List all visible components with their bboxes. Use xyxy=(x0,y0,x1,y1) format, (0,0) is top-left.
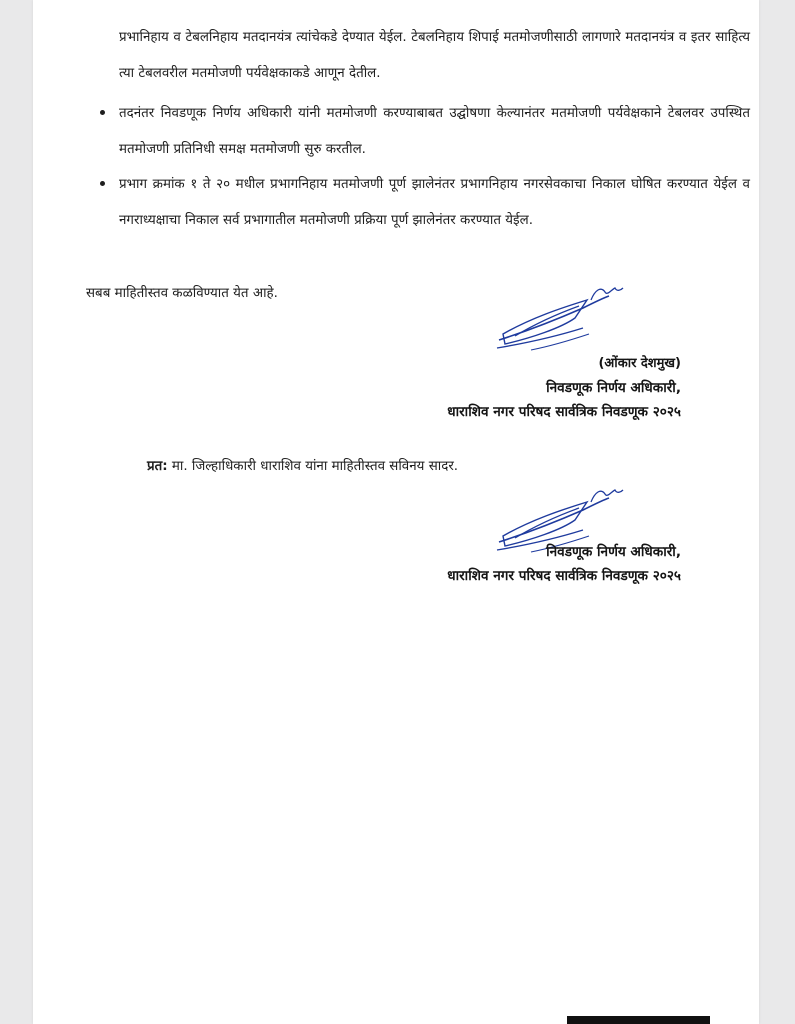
bullet-dot xyxy=(100,181,105,186)
signatory-office: धाराशिव नगर परिषद सार्वत्रिक निवडणूक २०२५ xyxy=(447,404,681,420)
copy-to-label: प्रत: xyxy=(147,459,168,474)
bullet-dot xyxy=(100,110,105,115)
signatory-name: (ओंकार देशमुख) xyxy=(598,356,681,371)
signatory-office: धाराशिव नगर परिषद सार्वत्रिक निवडणूक २०२५ xyxy=(447,568,681,584)
signatory-designation: निवडणूक निर्णय अधिकारी, xyxy=(546,380,681,396)
signatory-block-2 xyxy=(447,540,681,588)
bullet-list xyxy=(119,96,750,238)
signatory-designation: निवडणूक निर्णय अधिकारी, xyxy=(546,544,681,560)
list-item-text: प्रभाग क्रमांक १ ते २० मधील प्रभागनिहाय मतमोजणी पूर्ण झालेनंतर प्रभागनिहाय नगरसेवकाचा निकाल घोषित करण्यात येईल व नगराध्यक्षाचा निकाल सर्व प्रभागातील मतमोजणी प्रक्रिया पूर्ण झालेनंतर करण्यात येईल. xyxy=(119,177,750,228)
paragraph-continuation: प्रभानिहाय व टेबलनिहाय मतदानयंत्र त्यांचेकडे देण्यात येईल. टेबलनिहाय शिपाई मतमोजणीसाठी लागणारे मतदानयंत्र व इतर साहित्य त्या टेबलवरील मतमोजणी पर्यवेक्षकाकडे आणून देतील. xyxy=(119,30,750,81)
signatory-block xyxy=(447,352,681,424)
copy-to-line xyxy=(147,456,458,474)
document-page xyxy=(33,0,759,1024)
list-item-text: तदनंतर निवडणूक निर्णय अधिकारी यांनी मतमोजणी करण्याबाबत उद्घोषणा केल्यानंतर मतमोजणी पर्यवेक्षकाने टेबलवर उपस्थित मतमोजणी प्रतिनिधी समक्ष मतमोजणी सुरु करतील. xyxy=(119,106,750,157)
closing-line: सबब माहितीस्तव कळविण्यात येत आहे. xyxy=(86,286,278,301)
bottom-bar xyxy=(567,1016,710,1024)
signature-image xyxy=(491,278,627,356)
list-item xyxy=(119,167,750,238)
list-item xyxy=(119,96,750,167)
copy-to-text: मा. जिल्हाधिकारी धाराशिव यांना माहितीस्तव सविनय सादर. xyxy=(167,459,459,474)
